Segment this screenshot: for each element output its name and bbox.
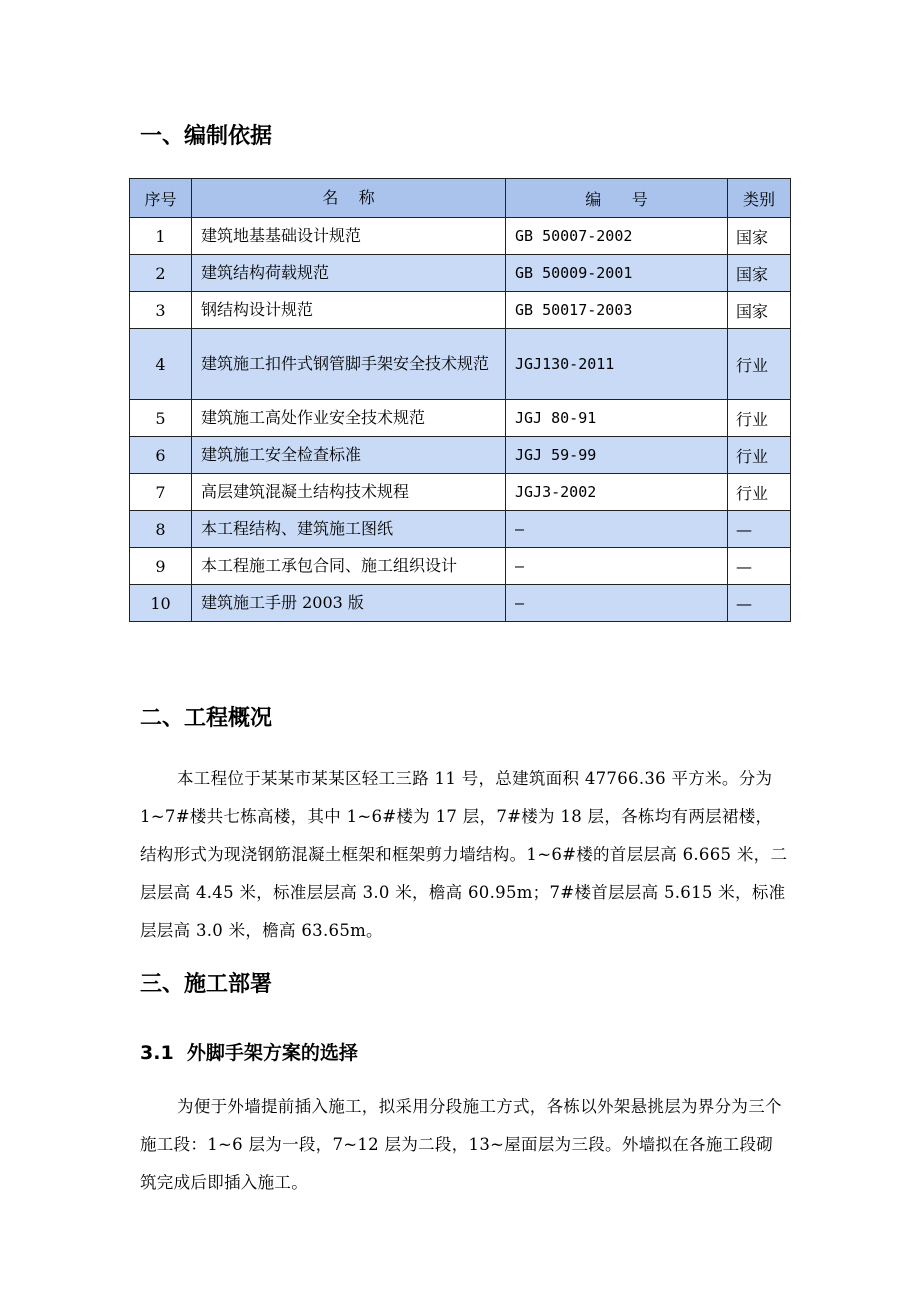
header-code: 编 号: [506, 179, 728, 218]
row-code: JGJ3-2002: [506, 474, 728, 511]
section-title-overview: 二、工程概况: [140, 706, 273, 731]
row-name: 建筑施工高处作业安全技术规范: [192, 400, 506, 437]
row-code: —: [506, 511, 728, 548]
row-category: 行业: [728, 329, 791, 400]
subsection-title-scaffold: 3.1 外脚手架方案的选择: [140, 1042, 358, 1064]
row-no: 4: [130, 329, 192, 400]
row-code: GB 50009-2001: [506, 255, 728, 292]
table-row: [130, 511, 791, 548]
row-code: JGJ 59-99: [506, 437, 728, 474]
row-no: 6: [130, 437, 192, 474]
scaffold-plan-paragraph: 为便于外墙提前插入施工，拟采用分段施工方式，各栋以外架悬挑层为界分为三个施工段：1~6 层为一段，7~12 层为二段，13~屋面层为三段。外墙拟在各施工段砌筑完成后即插入施工。: [140, 1097, 782, 1192]
row-category: 国家: [728, 255, 791, 292]
row-category: 国家: [728, 218, 791, 255]
overview-paragraph: 本工程位于某某市某某区轻工三路 11 号，总建筑面积 47766.36 平方米。分为 1~7#楼共七栋高楼，其中 1~6#楼为 17 层，7#楼为 18 层，各栋均有两层裙楼，结构形式为现浇钢筋混凝土框架和框架剪力墙结构。1~6#楼的首层层高 6.665 米，二层层高 4.45 米，标准层层高 3.0 米，檐高 60.95m；7#楼首层层高 5.615 米，标准层层高 3.0 米，檐高 63.65m。: [140, 769, 788, 940]
table-row: [130, 585, 791, 622]
row-category: 行业: [728, 437, 791, 474]
row-category: —: [728, 585, 791, 622]
row-category: 国家: [728, 292, 791, 329]
row-name: 建筑施工手册 2003 版: [192, 585, 506, 622]
reference-standards-table: [129, 178, 791, 622]
row-no: 8: [130, 511, 192, 548]
table-row: [130, 474, 791, 511]
row-category: —: [728, 548, 791, 585]
row-no: 3: [130, 292, 192, 329]
header-category: 类别: [728, 179, 791, 218]
row-code: GB 50017-2003: [506, 292, 728, 329]
section-title-basis: 一、编制依据: [140, 124, 273, 149]
row-no: 5: [130, 400, 192, 437]
row-code: —: [506, 585, 728, 622]
row-name: 建筑结构荷载规范: [192, 255, 506, 292]
row-category: 行业: [728, 400, 791, 437]
row-name: 建筑施工扣件式钢管脚手架安全技术规范: [192, 329, 506, 400]
section-title-deployment: 三、施工部署: [140, 972, 273, 997]
row-code: JGJ 80-91: [506, 400, 728, 437]
row-name: 建筑施工安全检查标准: [192, 437, 506, 474]
row-category: —: [728, 511, 791, 548]
row-category: 行业: [728, 474, 791, 511]
row-code: JGJ130-2011: [506, 329, 728, 400]
row-code: —: [506, 548, 728, 585]
table-row: [130, 255, 791, 292]
row-no: 7: [130, 474, 192, 511]
row-name: 本工程施工承包合同、施工组织设计: [192, 548, 506, 585]
table-row: [130, 292, 791, 329]
row-name: 本工程结构、建筑施工图纸: [192, 511, 506, 548]
row-name: 建筑地基基础设计规范: [192, 218, 506, 255]
table-row: [130, 218, 791, 255]
table-row: [130, 437, 791, 474]
row-name: 钢结构设计规范: [192, 292, 506, 329]
row-code: GB 50007-2002: [506, 218, 728, 255]
table-header-row: [130, 179, 791, 218]
row-no: 10: [130, 585, 192, 622]
table-row: [130, 548, 791, 585]
row-no: 2: [130, 255, 192, 292]
table-row: [130, 400, 791, 437]
row-no: 9: [130, 548, 192, 585]
table-row: [130, 329, 791, 400]
header-name: 名 称: [192, 179, 506, 218]
header-no: 序号: [130, 179, 192, 218]
row-name: 高层建筑混凝土结构技术规程: [192, 474, 506, 511]
row-no: 1: [130, 218, 192, 255]
